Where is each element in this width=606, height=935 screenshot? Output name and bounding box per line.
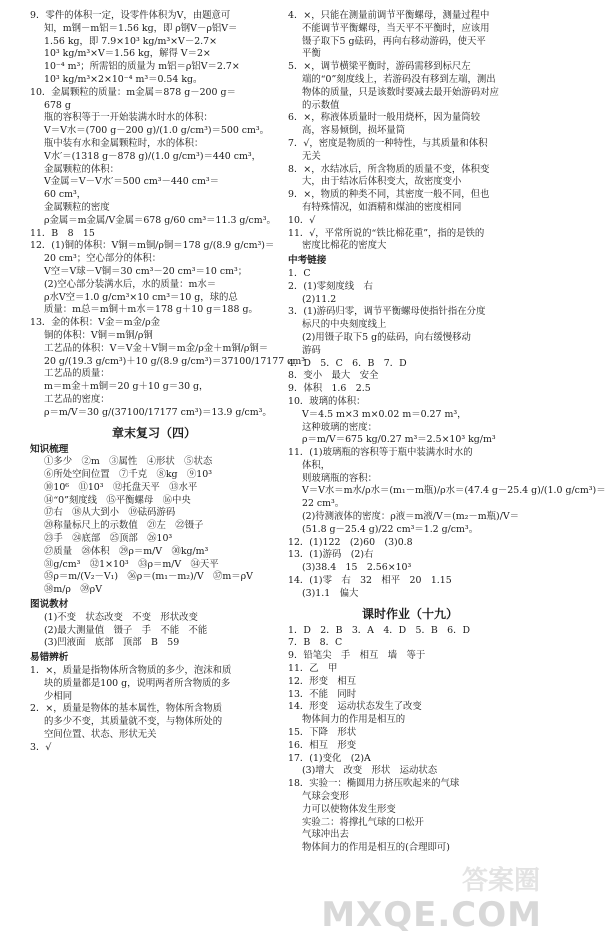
answer-line: 金属颗粒的密度: [44, 201, 110, 213]
answer-line: 9．铅笔尖 手 相互 墙 等于: [288, 650, 426, 662]
answer-line: 块的质量都是100 g，说明两者所含物质的多: [44, 677, 231, 689]
answer-line: 18．实验一：椭圆用力挤压吹起来的气球: [288, 778, 460, 790]
answer-line: 11．乙 甲: [288, 663, 338, 675]
answer-line: (3)凹液面 底部 顶部 B 59: [44, 637, 180, 649]
answer-line: 22 cm³。: [302, 498, 345, 510]
answer-line: 金属颗粒的体积：: [44, 163, 120, 175]
answer-line: 力可以使物体发生形变: [302, 803, 396, 815]
answer-line: 2．×，质量是物体的基本属性，物体所含物质: [30, 703, 222, 715]
answer-line: 少相同: [44, 690, 73, 702]
answer-line: (2)用镊子取下5 g的砝码，向右缓慢移动: [302, 331, 471, 343]
section-heading: 知识梳理: [30, 443, 69, 455]
chapter-title: 课时作业（十九）: [361, 606, 458, 621]
answer-line: 10⁻⁴ m³；所需铝的质量为 m铝＝ρ铝V＝2.7×: [44, 61, 240, 73]
answer-line: 13．不能 同时: [288, 688, 357, 700]
answer-line: 知，m钢－m铝＝1.56 kg，即 ρ钢V－ρ铝V＝: [44, 22, 238, 34]
answer-line: V金属＝V－V水′＝500 cm³－440 cm³＝: [44, 176, 219, 188]
answer-line: 有特殊情况，如酒精和煤油的密度相同: [302, 201, 462, 213]
answer-line: 5．×，调节横梁平衡时，游码需移到标尺左: [288, 61, 471, 73]
answer-line: 物体间力的作用是相互的(合理即可): [302, 842, 450, 854]
answer-line: 7．√，密度是物质的一种特性，与其质量和体积: [288, 137, 488, 149]
answer-line: ㉟ρ＝m/(V₂－V₁) ㊱ρ＝(m₁－m₂)/V ㊲m＝ρV: [44, 571, 253, 583]
answer-line: 高，容易倾倒，损坏量筒: [302, 125, 406, 137]
answer-line: 20 cm³；空心部分的体积：: [44, 253, 162, 265]
answer-line: 11．√，平常所说的“铁比棉花重”，指的是铁的: [288, 227, 485, 239]
answer-line: 16．相互 形变: [288, 739, 357, 751]
answer-line: 体积，: [302, 459, 331, 471]
answer-line: 物体的质量，只是该数时要减去最开始游码对应: [302, 86, 499, 98]
answer-line: V空＝V球－V铜＝30 cm³－20 cm³＝10 cm³；: [44, 265, 248, 277]
answer-line: 10．√: [288, 214, 316, 226]
answer-line: (3)1.1 偏大: [302, 587, 359, 599]
answer-line: 6．×，称液体质量时一般用烧杯，因为量筒较: [288, 112, 480, 124]
answer-line: 10．金属颗粒的质量：m金属＝878 g－200 g＝: [30, 86, 236, 98]
answer-line: 10³ kg/m³×V＝1.56 kg，解得 V＝2×: [44, 48, 211, 60]
answer-line: 气球会变形: [302, 791, 349, 803]
answer-line: V＝V水＝m水/ρ水＝(m₁－m瓶)/ρ水＝(47.4 g－25.4 g)/(1.0 g/cm³)＝: [302, 485, 606, 497]
section-heading: 中考链接: [288, 255, 327, 267]
answer-line: ⑭“0”刻度线 ⑮平衡螺母 ⑯中央: [44, 494, 191, 506]
answer-line: 镊子取下5 g砝码，再向右移动游码，使天平: [302, 35, 486, 47]
answer-line: 2．(1)零刻度线 右: [288, 280, 373, 292]
answer-line: 端的“0”刻度线上，若游码没有移到左端，测出: [302, 73, 496, 85]
answer-line: 工艺品的密度：: [44, 393, 110, 405]
answer-line: (3)38.4 15 2.56×10³: [302, 562, 412, 574]
answer-line: (51.8 g－25.4 g)/22 cm³＝1.2 g/cm³。: [302, 523, 479, 535]
answer-line: 12．(1)122 (2)60 (3)0.8: [288, 536, 413, 548]
answer-line: 9．体积 1.6 2.5: [288, 383, 371, 395]
answer-line: 1．C: [288, 267, 311, 279]
section-heading: 易错辨析: [30, 652, 69, 664]
answer-line: 工艺品的质量：: [44, 368, 110, 380]
answer-line: 不能调节平衡螺母，当天平不平衡时，应该用: [302, 22, 490, 34]
answer-line: 12．形变 相互: [288, 675, 357, 687]
answer-line: 11．B 8 15: [30, 227, 95, 239]
answer-line: 游码: [302, 344, 321, 356]
answer-line: V＝V水＝(700 g－200 g)/(1.0 g/cm³)＝500 cm³。: [44, 125, 270, 137]
answer-line: 平衡: [302, 48, 321, 60]
answer-line: ㊳m/ρ ㊴ρV: [44, 584, 102, 596]
answer-line: 10．玻璃的体积：: [288, 395, 366, 407]
answer-line: (2)最大测量值 镊子 手 不能 不能: [44, 624, 208, 636]
answer-line: 铜的体积：V铜＝m铜/ρ铜: [44, 329, 153, 341]
answer-line: 9．×，物质的种类不同，其密度一般不同，但也: [288, 189, 490, 201]
answer-line: (2)待测液体的密度：ρ液＝m液/V＝(m₂－m瓶)/V＝: [302, 511, 520, 523]
answer-line: 物体间力的作用是相互的: [302, 714, 406, 726]
answer-line: 的多少不变，其质量就不变，与物体所处的: [44, 716, 223, 728]
answer-line: 7．B 8．C: [288, 637, 343, 649]
answer-line: m＝m金＋m铜＝20 g＋10 g＝30 g，: [44, 381, 209, 393]
answer-line: 的示数值: [302, 99, 340, 111]
answer-line: 10³ kg/m³×2×10⁻⁴ m³＝0.54 kg。: [44, 73, 203, 85]
answer-line: 工艺品的体积：V＝V金＋V铜＝m金/ρ金＋m铜/ρ铜＝: [44, 342, 269, 354]
answer-line: 1.56 kg，即 7.9×10³ kg/m³×V－2.7×: [44, 35, 217, 47]
answer-line: 11．(1)玻璃瓶的容积等于瓶中装满水时水的: [288, 447, 473, 459]
answer-line: ⑳称量标尺上的示数值 ㉑左 ㉒镊子: [44, 520, 204, 532]
answer-line: ㉓手 ㉔底部 ㉕顶部 ㉖10³: [44, 533, 173, 545]
answer-line: (1)不变 状态改变 不变 形状改变: [44, 611, 198, 623]
answer-line: 质量：m总＝m铜＋m水＝178 g＋10 g＝188 g。: [44, 304, 258, 316]
answer-line: 瓶的容积等于一开始装满水时水的体积：: [44, 112, 213, 124]
answer-line: 气球冲出去: [302, 829, 349, 841]
answer-line: 9．零件的体积一定，设零件体积为V，由题意可: [30, 10, 231, 21]
answer-line: 8．变小 最大 安全: [288, 370, 379, 382]
right-column: [288, 10, 606, 855]
answer-line: 无关: [302, 150, 321, 162]
answer-line: 1．×，质量是指物体所含物质的多少，泡沫和质: [30, 665, 232, 677]
answer-line: 大，由于结冰后体积变大，故密度变小: [302, 176, 462, 188]
answer-line: 12．(1)铜的体积：V铜＝m铜/ρ铜＝178 g/(8.9 g/cm³)＝: [30, 240, 275, 252]
watermark-site: MXQE.COM: [321, 895, 542, 935]
answer-line: 60 cm³，: [44, 189, 87, 201]
answer-line: 678 g: [44, 99, 71, 111]
answer-line: ⑥所处空间位置 ⑦千克 ⑧kg ⑨10³: [44, 469, 212, 481]
answer-line: ρ金属＝m金属/V金属＝678 g/60 cm³＝11.3 g/cm³。: [44, 214, 276, 226]
answer-line: 实验二：将撑扎气球的口松开: [302, 816, 424, 828]
answer-line: (2)11.2: [302, 293, 337, 305]
answer-line: 密度比棉花的密度大: [302, 240, 387, 252]
answer-line: 14．(1)零 右 32 相平 20 1.15: [288, 575, 452, 587]
answer-line: 标尺的中央刻度线上: [302, 319, 387, 331]
watermark-logo: 答案圈: [461, 866, 540, 897]
answer-line: V＝4.5 m×3 m×0.02 m＝0.27 m³，: [302, 408, 467, 420]
answer-line: 15．下降 形状: [288, 727, 357, 739]
answer-line: 13．金的体积：V金＝m金/ρ金: [30, 317, 161, 329]
answer-line: 20 g/(19.3 g/cm³)＋10 g/(8.9 g/cm³)＝37100/17177 cm³: [44, 355, 306, 367]
answer-line: ⑩10⁶ ⑪10³ ⑫托盘天平 ⑬水平: [44, 481, 198, 493]
answer-line: 瓶中装有水和金属颗粒时，水的体积：: [44, 137, 204, 149]
answer-line: V水′＝(1318 g－878 g)/(1.0 g/cm³)＝440 cm³，: [44, 150, 261, 162]
section-heading: 图说教材: [30, 599, 69, 611]
answer-line: (3)增大 改变 形状 运动状态: [302, 765, 438, 777]
answer-line: ρ＝m/V＝30 g/(37100/17177 cm³)＝13.9 g/cm³。: [44, 406, 272, 418]
answer-line: 4．×，只能在测量前调节平衡螺母，测量过程中: [288, 10, 490, 21]
answer-line: 则玻璃瓶的容积：: [302, 472, 378, 484]
answer-line: 这种玻璃的密度：: [302, 421, 378, 433]
answer-line: 8．×，水结冰后，所含物质的质量不变，体积变: [288, 163, 490, 175]
answer-line: ⑰右 ⑱从大到小 ⑲砝码游码: [44, 507, 176, 519]
answer-line: ㉗质量 ㉘体积 ㉙ρ＝m/V ㉚kg/m³: [44, 545, 209, 557]
answer-line: 1．D 2．B 3．A 4．D 5．B 6．D: [288, 624, 471, 636]
answer-line: 空间位置、状态、形状无关: [44, 729, 157, 741]
answer-line: ①多少 ②m ③属性 ④形状 ⑤状态: [44, 456, 213, 468]
answer-line: 3．√: [30, 741, 52, 753]
answer-line: ρ水V空＝1.0 g/cm³×10 cm³＝10 g，球的总: [44, 291, 238, 303]
answer-line: (2)空心部分装满水后，水的质量：m水＝: [44, 278, 217, 290]
answer-line: 13．(1)游码 (2)右: [288, 549, 374, 561]
answer-line: 3．(1)游码归零，调节平衡螺母使指针指在分度: [288, 306, 486, 318]
answer-line: 14．形变 运动状态发生了改变: [288, 701, 422, 713]
answer-line: 4．D 5．C 6．B 7．D: [288, 357, 407, 369]
answer-line: ρ＝m/V＝675 kg/0.27 m³＝2.5×10³ kg/m³: [302, 434, 496, 446]
chapter-title: 章末复习（四）: [111, 425, 196, 440]
answer-line: 17．(1)变化 (2)A: [288, 752, 371, 764]
answer-line: ㉛g/cm³ ㉜1×10³ ㉝ρ＝m/V ㉞天平: [44, 558, 219, 570]
